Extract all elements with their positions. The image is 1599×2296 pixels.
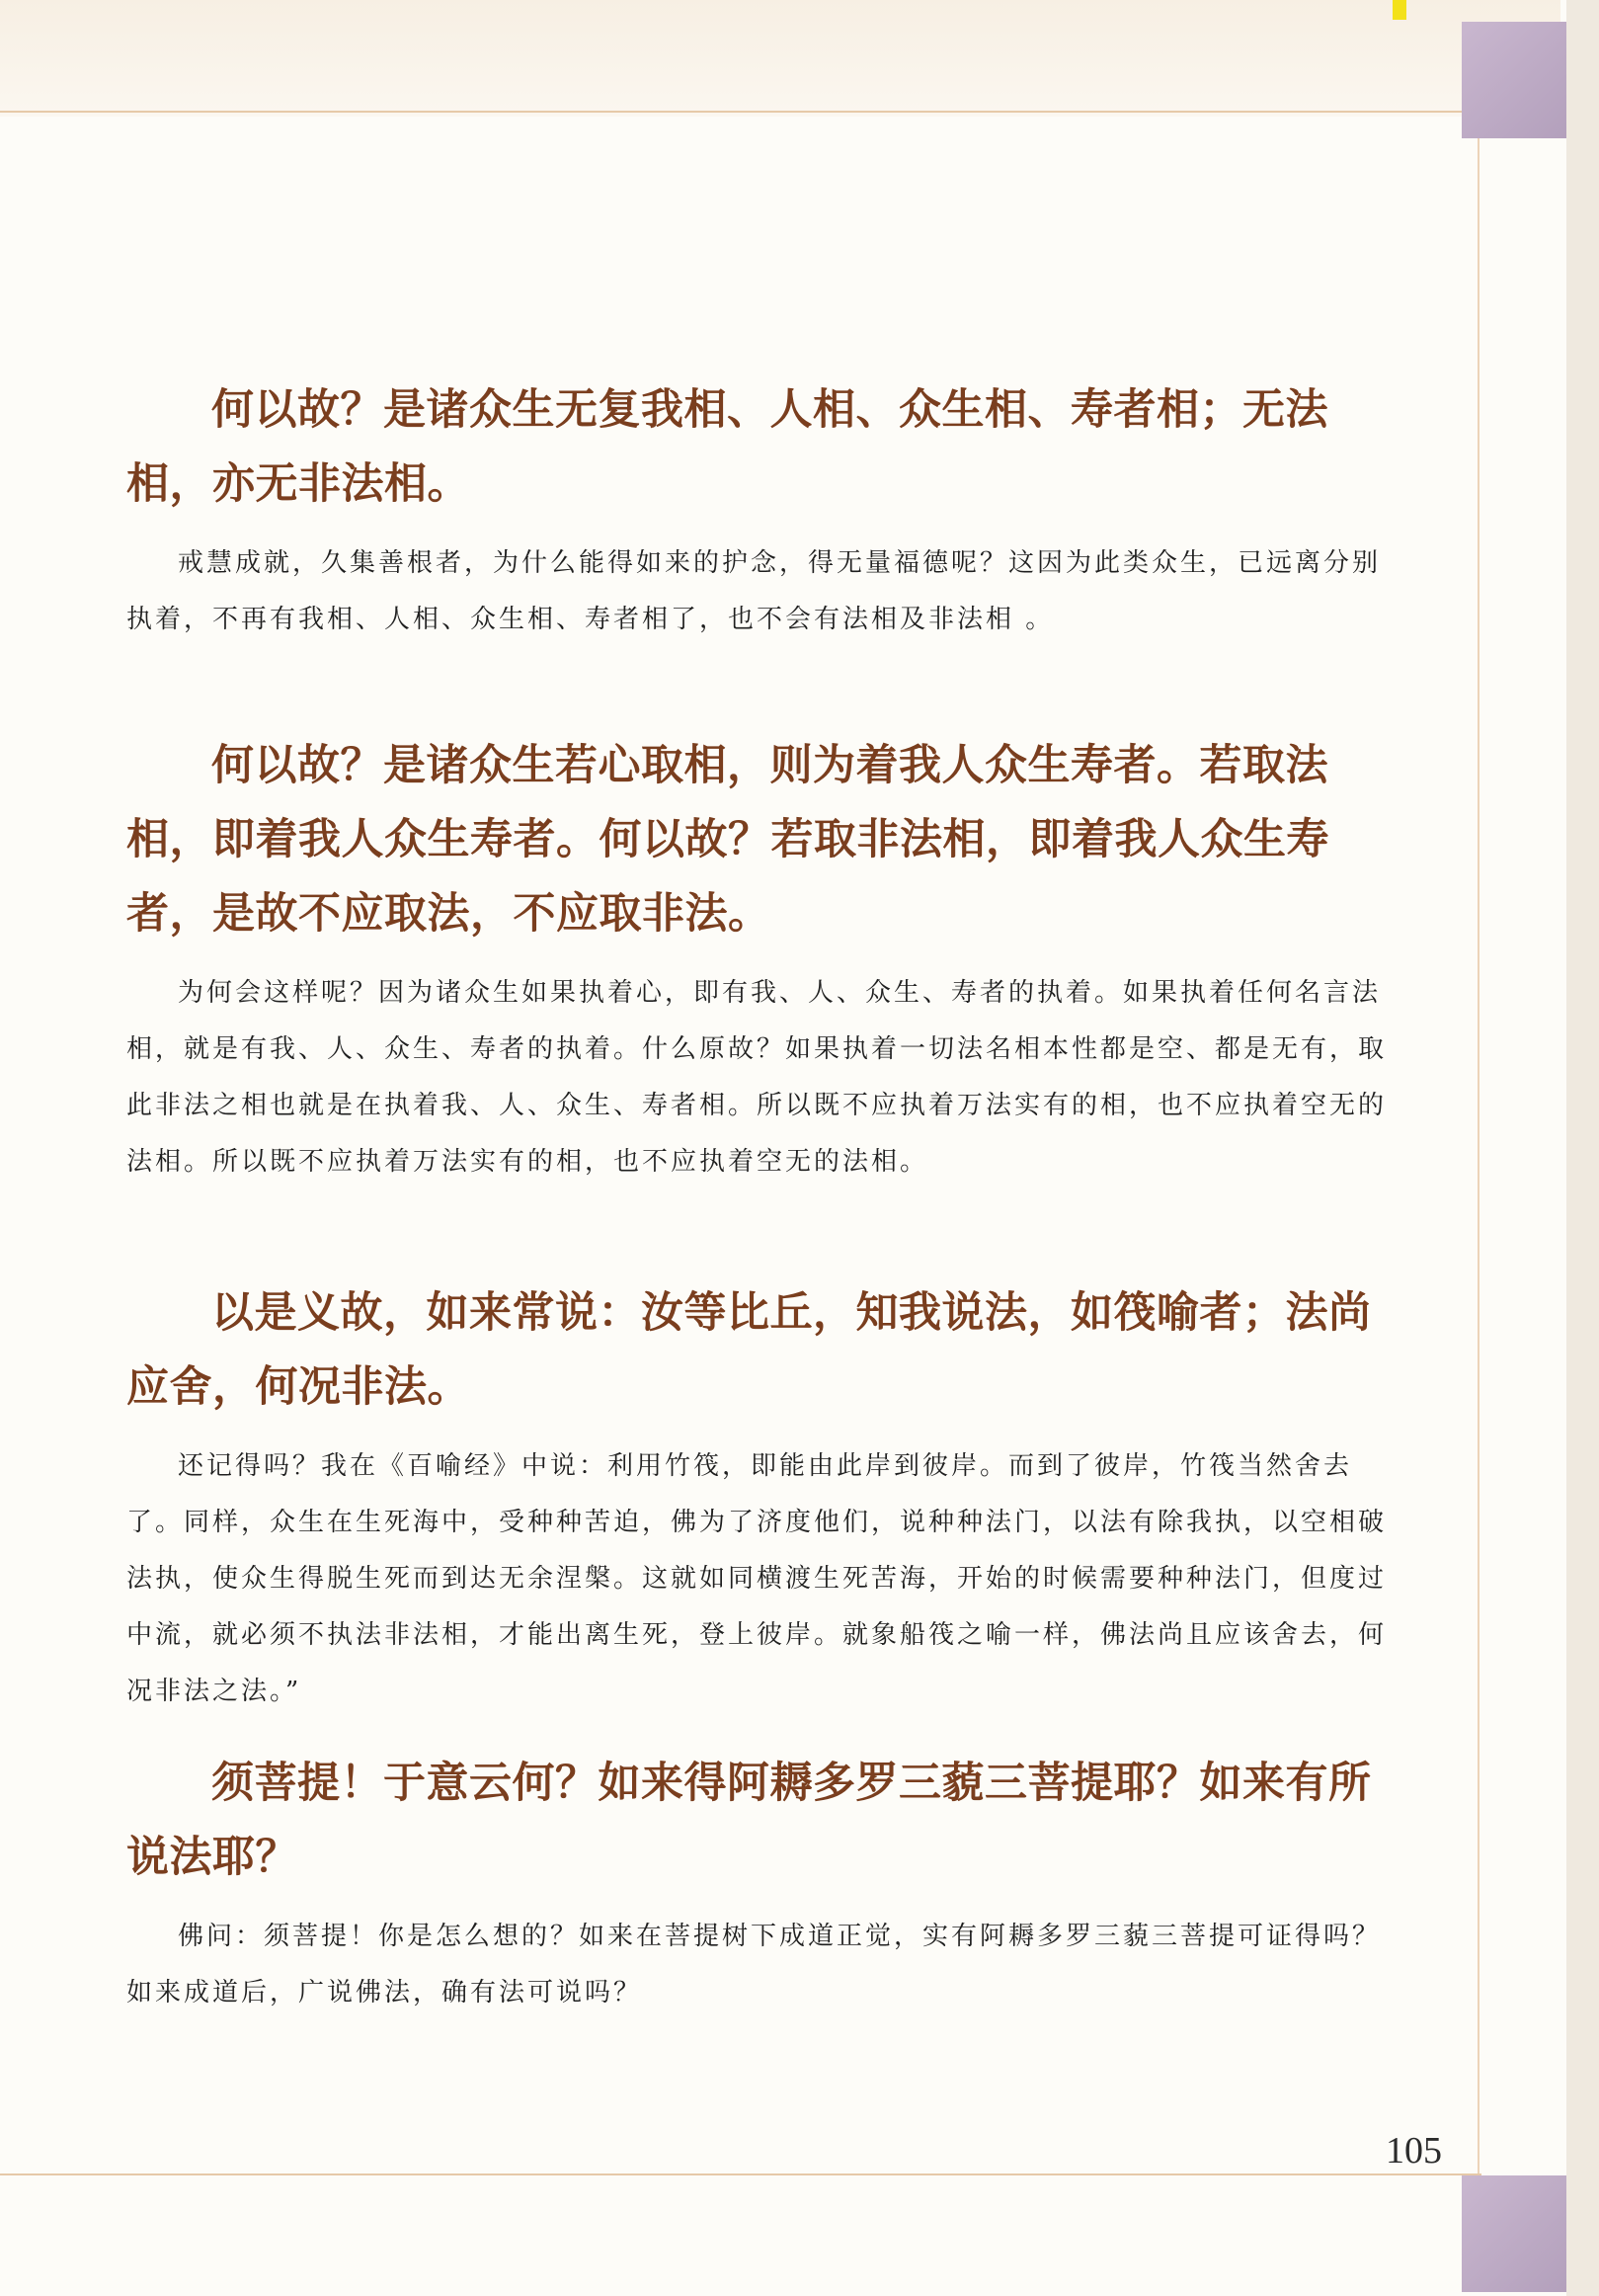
top-border-line [0, 111, 1481, 113]
bookmark-tab [1393, 0, 1406, 20]
sutra-quote: 以是义故，如来常说：汝等比丘，知我说法，如筏喻者；法尚应舍，何况非法。 [126, 1288, 1372, 1412]
sutra-quote: 须菩提！于意云何？如来得阿耨多罗三藐三菩提耶？如来有所说法耶？ [126, 1759, 1372, 1882]
commentary-paragraph: 为何会这样呢？因为诸众生如果执着心，即有我、人、众生、寿者的执着。如果执着任何名言法相，就是有我、人、众生、寿者的执着。什么原故？如果执着一切法名相本性都是空、都是无有，取此非法之相也就是在执着我、人、众生、寿者相。所以既不应执着万法实有的相，也不应执着空无的法相。所以既不应执着万法实有的相，也不应执着空无的法相。 [126, 978, 1388, 1177]
section-1 [126, 373, 1393, 648]
corner-ornament-top [1462, 22, 1566, 138]
commentary-paragraph: 佛问：须菩提！你是怎么想的？如来在菩提树下成道正觉，实有阿耨多罗三藐三菩提可证得吗？如来成道后，广说佛法，确有法可说吗？ [126, 1922, 1382, 2008]
section-4 [126, 1747, 1393, 2021]
section-2 [126, 729, 1393, 1190]
bottom-border-line [0, 2173, 1481, 2175]
page-edge-strip [1566, 0, 1599, 2296]
right-border-line [1478, 111, 1479, 2175]
corner-ornament-bottom [1462, 2175, 1566, 2292]
top-header-band [0, 0, 1560, 117]
sutra-quote: 何以故？是诸众生无复我相、人相、众生相、寿者相；无法相，亦无非法相。 [126, 385, 1328, 509]
commentary-paragraph: 还记得吗？我在《百喻经》中说：利用竹筏，即能由此岸到彼岸。而到了彼岸，竹筏当然舍去了。同样，众生在生死海中，受种种苦迫，佛为了济度他们，说种种法门，以法有除我执，以空相破法执，使众生得脱生死而到达无余涅槃。这就如同横渡生死苦海，开始的时候需要种种法门，但度过中流，就必须不执法非法相，才能出离生死，登上彼岸。就象船筏之喻一样，佛法尚且应该舍去，何况非法之法。” [126, 1451, 1388, 1706]
commentary-paragraph: 戒慧成就，久集善根者，为什么能得如来的护念，得无量福德呢？这因为此类众生，已远离分别执着，不再有我相、人相、众生相、寿者相了，也不会有法相及非法相 。 [126, 548, 1382, 634]
sutra-quote: 何以故？是诸众生若心取相，则为着我人众生寿者。若取法相，即着我人众生寿者。何以故？若取非法相，即着我人众生寿者，是故不应取法，不应取非法。 [126, 741, 1329, 939]
page-number: 105 [1386, 2130, 1442, 2172]
section-3 [126, 1276, 1393, 1720]
